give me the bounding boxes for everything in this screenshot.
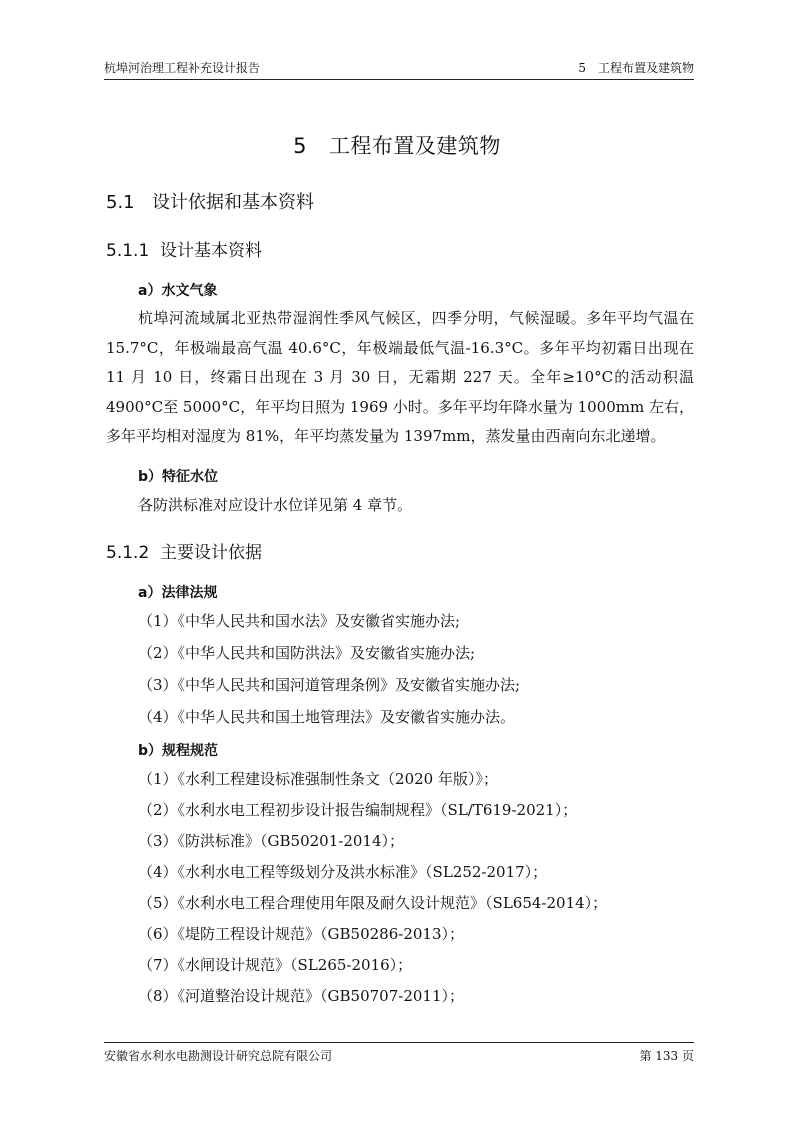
standard-item: （2）《水利水电工程初步设计报告编制规程》（SL/T619-2021）； xyxy=(138,801,578,819)
law-item: （2）《中华人民共和国防洪法》及安徽省实施办法; xyxy=(138,644,476,662)
subsection-number-2: 5.1.2 xyxy=(106,543,150,563)
header-report-title: 杭埠河治理工程补充设计报告 xyxy=(104,61,261,75)
section-title: 设计依据和基本资料 xyxy=(152,192,314,213)
law-item: （4）《中华人民共和国土地管理法》及安徽省实施办法。 xyxy=(138,708,516,726)
footer-company: 安徽省水利水电勘测设计研究总院有限公司 xyxy=(104,1049,333,1063)
subsection-heading-1 xyxy=(106,236,262,261)
law-item: （1）《中华人民共和国水法》及安徽省实施办法; xyxy=(138,612,461,630)
law-item: （3）《中华人民共和国河道管理条例》及安徽省实施办法; xyxy=(138,676,521,694)
subhead-hydrology: a）水文气象 xyxy=(138,283,218,299)
standard-item: （4）《水利水电工程等级划分及洪水标准》（SL252-2017）； xyxy=(138,863,548,881)
standard-item: （6）《堤防工程设计规范》（GB50286-2013）； xyxy=(138,925,465,943)
subhead-laws: a）法律法规 xyxy=(138,585,218,601)
subsection-number-1: 5.1.1 xyxy=(106,241,150,261)
hydrology-paragraph: 杭埠河流域属北亚热带湿润性季风气候区，四季分明，气候湿暖。多年平均气温在 15.7°C，年极端最高气温 40.6°C，年极端最低气温-16.3°C。多年平均初霜日出现在 11 月 10 日，终霜日出现在 3 月 30 日，无霜期 227 天。全年≥10°C的活动积温 4900°C至 5000°C，年平均日照为 1969 小时。多年平均年降水量为 1000mm 左右，多年平均相对湿度为 81%，年平均蒸发量为 1397mm，蒸发量由西南向东北递增。 xyxy=(106,309,694,445)
standard-item: （3）《防洪标准》（GB50201-2014）； xyxy=(138,832,405,850)
section-heading xyxy=(106,188,314,214)
standard-item: （8）《河道整治设计规范》（GB50707-2011）； xyxy=(138,987,465,1005)
page-footer xyxy=(104,1042,694,1067)
page-number: 第 133 页 xyxy=(639,1049,694,1063)
section-number: 5.1 xyxy=(106,192,135,213)
chapter-title xyxy=(0,130,794,160)
subhead-water-level: b）特征水位 xyxy=(138,469,219,485)
subsection-title-2: 主要设计依据 xyxy=(160,543,262,563)
subsection-heading-2 xyxy=(106,538,262,563)
chapter-name: 工程布置及建筑物 xyxy=(328,134,501,158)
header-chapter-title: 5 工程布置及建筑物 xyxy=(578,61,694,75)
water-level-text: 各防洪标准对应设计水位详见第 4 章节。 xyxy=(138,496,413,514)
standard-item: （5）《水利水电工程合理使用年限及耐久设计规范》（SL654-2014）； xyxy=(138,894,608,912)
subsection-title-1: 设计基本资料 xyxy=(160,241,262,261)
standard-item: （7）《水闸设计规范》（SL265-2016）； xyxy=(138,956,413,974)
subhead-standards: b）规程规范 xyxy=(138,743,219,759)
chapter-number: 5 xyxy=(293,134,307,158)
standard-item: （1）《水利工程建设标准强制性条文（2020 年版）》； xyxy=(138,770,498,788)
page-header xyxy=(104,56,694,80)
